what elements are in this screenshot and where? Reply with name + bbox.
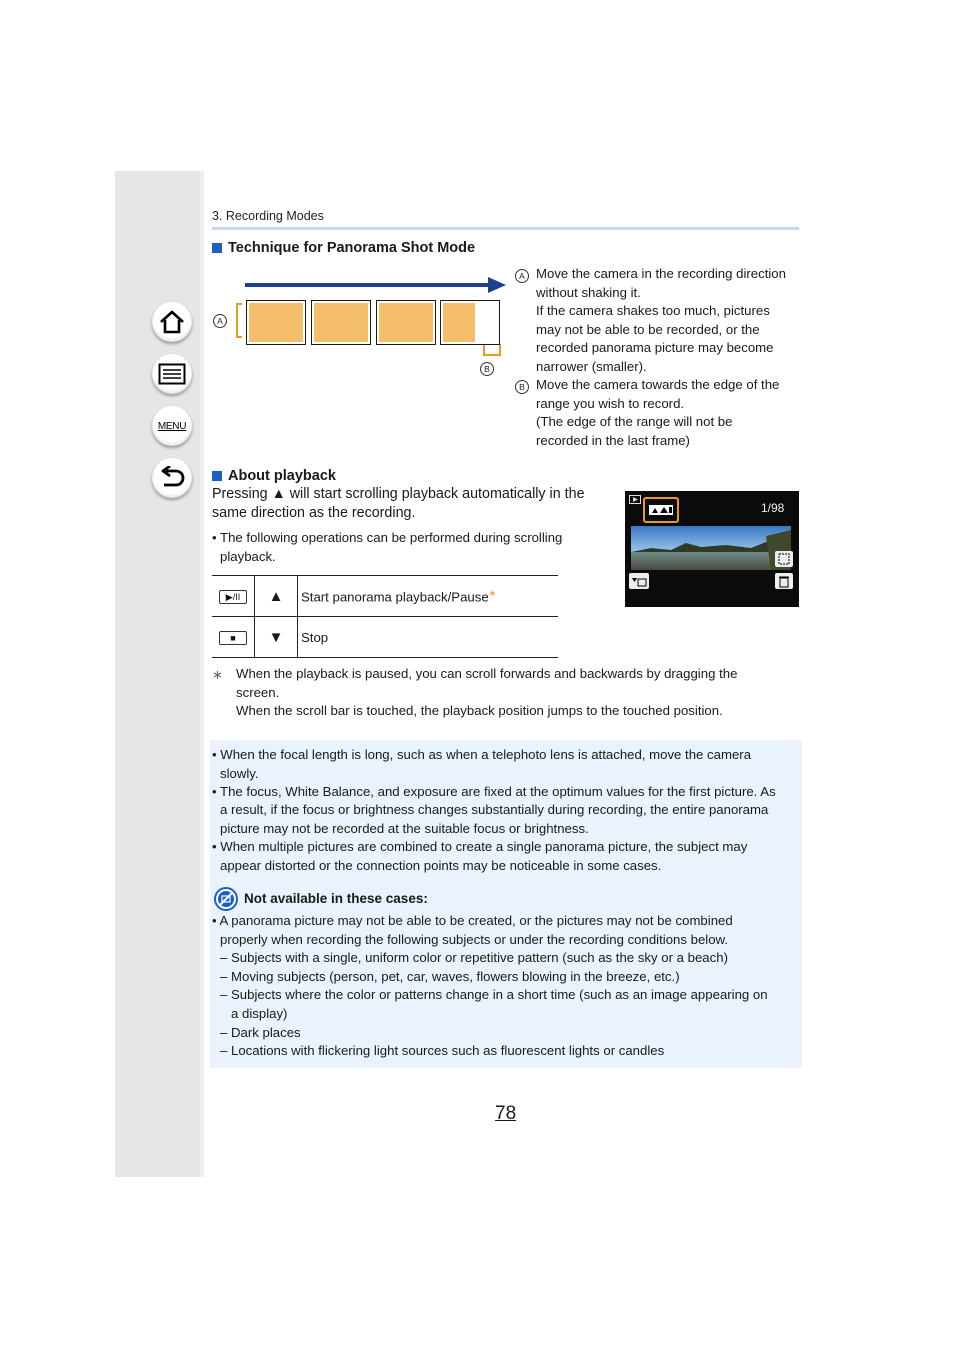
trash-icon	[775, 573, 793, 589]
menu-icon: MENU	[157, 420, 187, 432]
not-available-icon	[213, 886, 239, 912]
note-b-marker: B	[515, 380, 529, 394]
panorama-play-icon	[645, 499, 677, 521]
playback-controls-table	[212, 575, 558, 658]
playback-intro	[212, 485, 612, 523]
note-b	[536, 376, 798, 450]
key-cell	[212, 617, 255, 658]
note-a-marker: A	[515, 269, 529, 283]
note-a-line: recorded panorama picture may become	[536, 340, 774, 355]
playback-heading-text: About playback	[228, 468, 336, 484]
note-b-line: recorded in the last frame)	[536, 432, 690, 448]
back-button[interactable]	[152, 458, 192, 498]
notes-line: • The focus, White Balance, and exposure are fixed at the optimum values for the first picture. As	[212, 784, 776, 799]
panorama-thumbnail	[631, 526, 791, 570]
footnote-line: When the scroll bar is touched, the playback position jumps to the touched position.	[236, 703, 723, 718]
key-cell	[212, 576, 255, 617]
direction-arrow-head	[488, 277, 506, 293]
playback-bullet-line: • The following operations can be performed during scrolling	[212, 530, 563, 545]
na-line: • A panorama picture may not be able to be created, or the pictures may not be combined	[212, 913, 733, 928]
footnote-line: When the playback is paused, you can scroll forwards and backwards by dragging the	[236, 666, 738, 681]
playback-intro-line: same direction as the recording.	[212, 505, 416, 521]
notes-line: • When multiple pictures are combined to create a single panorama picture, the subject may	[212, 839, 748, 854]
notes-line: • When the focal length is long, such as when a telephoto lens is attached, move the camera	[212, 747, 752, 762]
note-a	[536, 265, 798, 376]
grid-icon	[775, 551, 793, 567]
playback-mode-icon	[629, 495, 641, 504]
na-line: – Dark places	[220, 1025, 301, 1040]
note-a-line: narrower (smaller).	[536, 358, 647, 374]
na-line: a display)	[231, 1006, 288, 1021]
not-available-heading: Not available in these cases:	[244, 891, 428, 906]
playback-heading	[212, 468, 336, 484]
note-a-line: Move the camera in the recording direction	[536, 266, 786, 281]
na-line: – Subjects where the color or patterns change in a short time (such as an image appearing on	[220, 987, 768, 1002]
back-icon	[158, 466, 186, 490]
na-line: – Locations with flickering light sources such as fluorescent lights or candles	[220, 1043, 665, 1058]
note-a-line: If the camera shakes too much, pictures	[536, 303, 770, 318]
heading-square-icon	[212, 471, 222, 481]
note-b-line: Move the camera towards the edge of the	[536, 377, 780, 392]
marker-b: B	[480, 362, 494, 376]
home-button[interactable]	[152, 302, 192, 342]
footnote-line: screen.	[236, 684, 280, 700]
page-number[interactable]: 78	[495, 1103, 517, 1124]
send-button[interactable]	[629, 573, 649, 589]
frame-3	[376, 300, 436, 345]
delete-button[interactable]	[775, 573, 793, 589]
notes-line: appear distorted or the connection points may be noticeable in some cases.	[220, 858, 662, 873]
multi-display-button[interactable]	[775, 551, 793, 567]
action-cell	[298, 576, 559, 617]
frame-4	[440, 300, 500, 345]
footnote-mark: ∗	[212, 667, 223, 682]
action-text: Start panorama playback/Pause	[301, 589, 489, 605]
action-cell: Stop	[298, 617, 559, 658]
camera-playback-screen	[625, 491, 799, 607]
stop-key-icon: ■	[219, 631, 247, 645]
home-icon	[159, 310, 185, 334]
header-rule	[212, 227, 799, 230]
contents-list-button[interactable]	[152, 354, 192, 394]
menu-button[interactable]	[152, 406, 192, 446]
footnote-mark: ∗	[488, 587, 497, 598]
playback-bullet	[212, 529, 602, 566]
arrow-cell: ▼	[255, 617, 298, 658]
arrow-cell: ▲	[255, 576, 298, 617]
panorama-play-button[interactable]	[643, 497, 679, 523]
note-b-line: range you wish to record.	[536, 395, 685, 411]
table-row	[212, 617, 558, 658]
notes-line: slowly.	[220, 766, 259, 781]
bracket-b	[484, 344, 500, 355]
play-pause-key-icon: ▶/II	[219, 590, 247, 604]
sidebar-edge	[200, 171, 204, 1177]
technique-heading-text: Technique for Panorama Shot Mode	[228, 240, 476, 256]
notes-line: a result, if the focus or brightness changes substantially during recording, the entire panorama	[220, 802, 769, 817]
bracket-a	[237, 304, 242, 337]
list-icon	[158, 363, 186, 385]
playback-bullet-line: playback.	[220, 548, 276, 564]
notes-line: picture may not be recorded at the suitable focus or brightness.	[220, 821, 589, 836]
table-row	[212, 576, 558, 617]
technique-heading	[212, 240, 475, 256]
footnote	[236, 665, 796, 721]
heading-square-icon	[212, 243, 222, 253]
playback-intro-line: Pressing ▲ will start scrolling playback automatically in the	[212, 486, 585, 502]
send-icon	[629, 573, 649, 589]
na-line: – Subjects with a single, uniform color or repetitive pattern (such as the sky or a beach)	[220, 950, 728, 965]
frame-1	[246, 300, 306, 345]
image-counter: 1/98	[761, 501, 785, 515]
na-line: properly when recording the following subjects or under the recording conditions below.	[220, 932, 729, 947]
note-a-line: without shaking it.	[536, 284, 641, 300]
marker-a: A	[213, 314, 227, 328]
frame-2	[311, 300, 371, 345]
note-b-line: (The edge of the range will not be	[536, 414, 733, 429]
na-line: – Moving subjects (person, pet, car, waves, flowers blowing in the breeze, etc.)	[220, 969, 680, 984]
note-a-line: may not be able to be recorded, or the	[536, 321, 760, 337]
breadcrumb: 3. Recording Modes	[212, 209, 324, 223]
